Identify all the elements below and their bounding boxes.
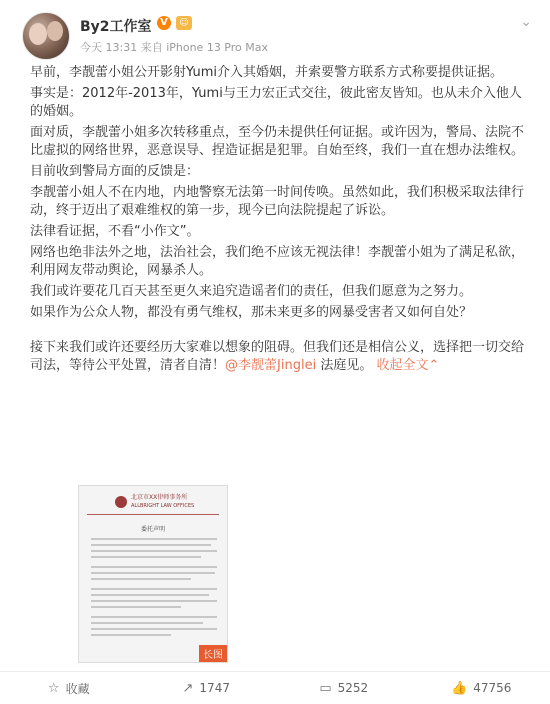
text-line	[91, 594, 209, 596]
mention-link[interactable]: @李靓蕾Jinglei	[225, 358, 317, 373]
chevron-down-icon[interactable]: ⌄	[520, 14, 532, 30]
firm-name-en: ALLBRIGHT LAW OFFICES	[131, 503, 195, 509]
like-count: 47756	[473, 681, 512, 695]
paragraph: 面对质，李靓蕾小姐多次转移重点，至今仍未提供任何证据。或许因为，警局、法院不比虚拟的网络世界，恶意误导、捏造证据是犯罪。自始至终，我们一直在想办法维权。	[30, 125, 525, 158]
text-line	[91, 628, 217, 630]
favorite-button[interactable]	[0, 672, 138, 704]
text-line	[91, 634, 171, 636]
firm-logo-icon	[115, 496, 127, 508]
repost-count: 1747	[199, 681, 230, 695]
text-line	[91, 600, 217, 602]
paragraph: 事实是：2012年-2013年，Yumi与王力宏正式交往，彼此密友皆知。也从未介入他人的婚姻。	[30, 86, 522, 119]
paragraph: 网络也绝非法外之地，法治社会，我们绝不应该无视法律！李靓蕾小姐为了满足私欲，利用网友带动舆论，网暴杀人。	[30, 245, 525, 278]
letterhead-divider	[87, 514, 219, 515]
paragraph: 如果作为公众人物，都没有勇气维权，那未来更多的网暴受害者又如何自处？	[30, 305, 473, 320]
avatar-face-right	[47, 21, 63, 41]
firm-name-cn: 北京市XX律师事务所	[131, 494, 188, 501]
text-line	[91, 572, 215, 574]
closing-text: 接下来我们或许还要经历大家难以想象的阻碍。但我们还是相信公义，选择把一切交给司法，等待公平处置，清者自清！	[30, 340, 525, 373]
chevron-up-icon: ⌃	[428, 358, 440, 373]
collapse-text-button[interactable]	[376, 358, 439, 373]
attached-image[interactable]	[78, 485, 228, 663]
document-title: 委托声明	[140, 526, 165, 533]
paragraph: 法律看证据，不看“小作文”。	[30, 224, 200, 239]
avatar[interactable]	[22, 12, 70, 60]
text-line	[91, 578, 191, 580]
action-bar	[0, 672, 550, 704]
member-badge-icon[interactable]: ☺	[176, 16, 192, 30]
repost-button[interactable]	[138, 672, 276, 704]
text-line	[91, 616, 217, 618]
text-line	[91, 538, 217, 540]
text-line	[91, 556, 201, 558]
text-line	[91, 566, 217, 568]
avatar-face-left	[29, 23, 47, 45]
verified-icon: V	[157, 16, 171, 30]
text-line	[91, 550, 217, 552]
paragraph-gap	[30, 325, 526, 339]
closing-tail: 法庭见。	[316, 358, 373, 373]
star-icon: ☆	[47, 680, 60, 696]
thumbs-up-icon: 👍	[451, 680, 468, 696]
post-text	[30, 64, 526, 378]
username-link[interactable]: By2工作室	[80, 19, 152, 35]
text-line	[91, 544, 211, 546]
paragraph: 目前收到警局方面的反馈是：	[30, 164, 200, 179]
post-meta: 今天 13:31 来自 iPhone 13 Pro Max	[80, 41, 268, 54]
text-line	[91, 622, 203, 624]
like-button[interactable]	[413, 672, 550, 704]
favorite-label: 收藏	[65, 681, 90, 696]
post-header	[22, 12, 532, 60]
text-line	[91, 606, 181, 608]
text-line	[91, 588, 217, 590]
comment-icon: ▭	[319, 680, 332, 696]
long-image-tag: 长图	[199, 645, 227, 662]
collapse-label: 收起全文	[376, 358, 429, 373]
comment-button[interactable]	[275, 672, 413, 704]
paragraph: 早前，李靓蕾小姐公开影射Yumi介入其婚姻，并索要警方联系方式称要提供证据。	[30, 65, 503, 80]
share-icon: ↗	[182, 680, 194, 696]
paragraph: 李靓蕾小姐人不在内地，内地警察无法第一时间传唤。虽然如此，我们积极采取法律行动，终于迈出了艰难维权的第一步，现今已向法院提起了诉讼。	[30, 185, 525, 218]
paragraph: 我们或许要花几百天甚至更久来追究造谣者们的责任，但我们愿意为之努力。	[30, 284, 473, 299]
closing-paragraph	[30, 339, 526, 375]
comment-count: 5252	[337, 681, 369, 695]
